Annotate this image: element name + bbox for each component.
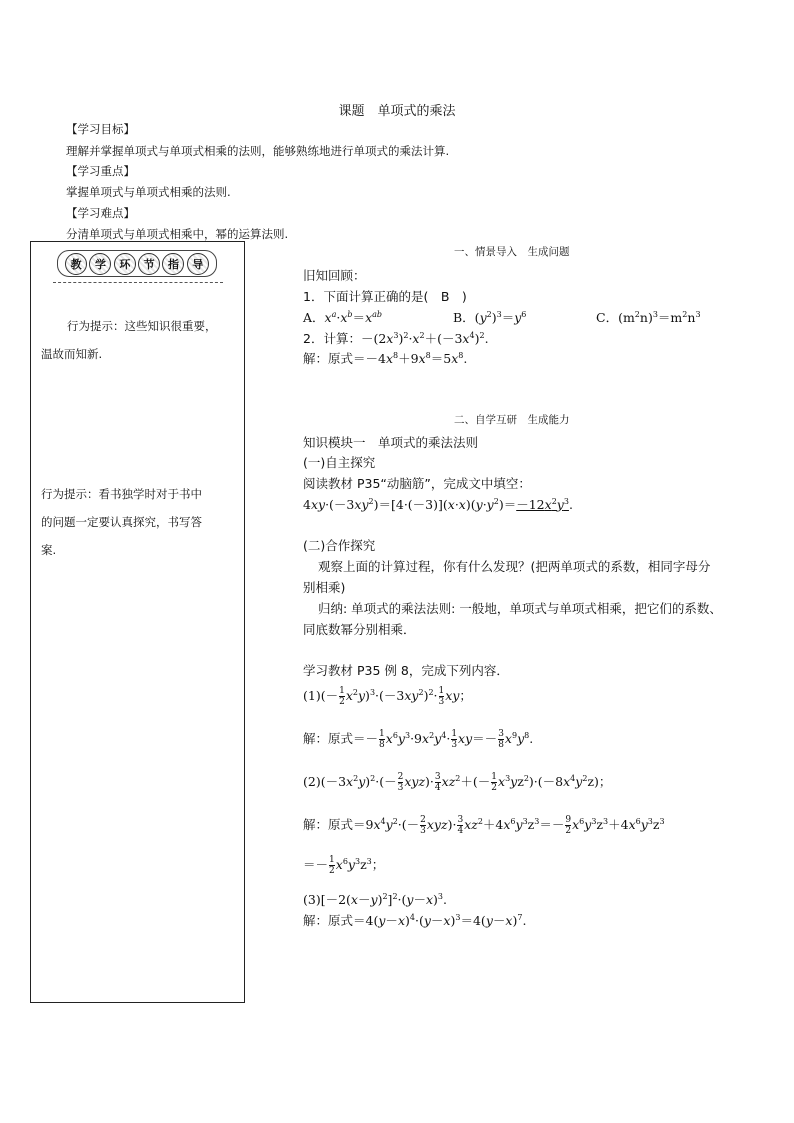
tip-line: 的问题一定要认真探究，书写答 [41, 515, 202, 529]
self-explore-heading: (一)自主探究 [303, 455, 376, 470]
banner-char: 环 [114, 253, 136, 275]
teaching-guide-sidebar [30, 241, 245, 1003]
module-title: 知识模块一 单项式的乘法法则 [303, 435, 479, 450]
teaching-guide-banner [57, 250, 217, 277]
observe-line-1: 观察上面的计算过程，你有什么发现？(把两单项式的系数，相同字母分 [318, 559, 711, 574]
question-2-label: 2．计算： [303, 331, 361, 346]
key-text: 掌握单项式与单项式相乘的法则. [66, 185, 231, 199]
example-1-solution: 解：原式＝－ $\frac{1}{8}$ $x^6y^3\cdot 9x^2y^4\cdot$ $\frac{1}{3}$ xy＝－ $\frac{3}{8}$ $x^9y^8$. [303, 729, 534, 750]
question-2-solution: 解：原式$=-4x^8+9x^8=5x^8$. [303, 350, 468, 366]
cooperative-heading: (二)合作探究 [303, 538, 376, 553]
example-3-solution: 解：原式$=4(y-x)^4\cdot(y-x)^3=4(y-x)^7$. [303, 912, 527, 928]
question-2: 2．计算：$-(2x^3)^2\cdot x^2+(-3x^4)^2$. [303, 330, 489, 346]
banner-char: 节 [138, 253, 160, 275]
banner-char: 教 [65, 253, 87, 275]
fill-in-equation: $4xy\cdot(-3xy^2)=[4\cdot(-3)](x\cdot x)(y\cdot y^2)=-12x^2y^3$. [303, 496, 573, 512]
banner-char: 导 [187, 253, 209, 275]
goal-text: 理解并掌握单项式与单项式相乘的法则，能够熟练地进行单项式的乘法计算. [66, 144, 450, 158]
choice-c: C．$(m^2n)^3=m^2n^3$ [596, 309, 701, 325]
summary-line-2: 同底数幂分别相乘． [303, 622, 416, 637]
solution-prefix: 解：原式＝ [303, 351, 366, 366]
behavior-tip-2 [41, 480, 202, 564]
solution-prefix: 解：原式＝ [303, 731, 366, 746]
banner-char: 指 [162, 253, 184, 275]
difficulty-text: 分清单项式与单项式相乘中，幂的运算法则. [66, 227, 289, 241]
key-heading: 【学习重点】 [66, 164, 135, 178]
study-instruction: 学习教材 P35 例 8，完成下列内容． [303, 663, 509, 678]
choice-b: B．$(y^2)^3=y^6$ [453, 309, 527, 325]
example-3: $(3)[-2(x-y)^2]^2\cdot(y-x)^3$. [303, 891, 447, 907]
section2-header: 二、自学互研 生成能力 [454, 414, 570, 426]
tip-line: 案. [41, 543, 57, 557]
section1-header: 一、情景导入 生成问题 [454, 246, 570, 258]
reading-instruction: 阅读教材 P35“动脑筋”，完成文中填空： [303, 476, 531, 491]
behavior-tip-1 [41, 312, 217, 368]
example-1: (1)(－ $\frac{1}{2}$ $x^2y)^3\cdot(-3xy^2)^2\cdot$ $\frac{1}{3}$ xy； [303, 686, 472, 707]
choice-a: A．$x^a\cdot x^b=x^{ab}$ [303, 309, 383, 325]
tip-line: 行为提示：这些知识很重要， [67, 319, 217, 333]
page-title: 课题 单项式的乘法 [338, 104, 456, 119]
example-2-solution-cont: ＝－ $\frac{1}{2}$ $x^6y^3z^3$； [303, 855, 385, 876]
example-2-solution: 解：原式$=9x^4y^2\cdot(-$ $\frac{2}{3}$ xyz)· $\frac{3}{4}$ $xz^2+4x^6y^3z^3=-$ $\frac{9}{2}$ $x^6y^3z^3+4x^6y^3z^3$ [303, 815, 665, 836]
observe-line-2: 别相乘) [303, 580, 346, 595]
banner-divider [53, 282, 223, 283]
summary-line-1: 归纳: 单项式的乘法法则: 一般地，单项式与单项式相乘，把它们的系数、 [318, 601, 722, 616]
example-2: $(2)(-3x^2y)^2\cdot(-$ $\frac{2}{3}$ xyz)· $\frac{3}{4}$ $xz^2+(-$ $\frac{1}{2}$ $x^3yz^2)\cdot(-8x^4y^2z)$； [303, 772, 612, 793]
question-1: 1．下面计算正确的是( B ) [303, 289, 467, 304]
banner-char: 学 [89, 253, 111, 275]
solution-prefix: 解：原式＝ [303, 913, 366, 928]
tip-line: 温故而知新. [41, 347, 103, 361]
solution-prefix: 解：原式＝ [303, 817, 366, 832]
difficulty-heading: 【学习难点】 [66, 206, 135, 220]
tip-line: 行为提示：看书独学时对于书中 [41, 487, 202, 501]
review-label: 旧知回顾： [303, 268, 366, 283]
goal-heading: 【学习目标】 [66, 122, 135, 136]
